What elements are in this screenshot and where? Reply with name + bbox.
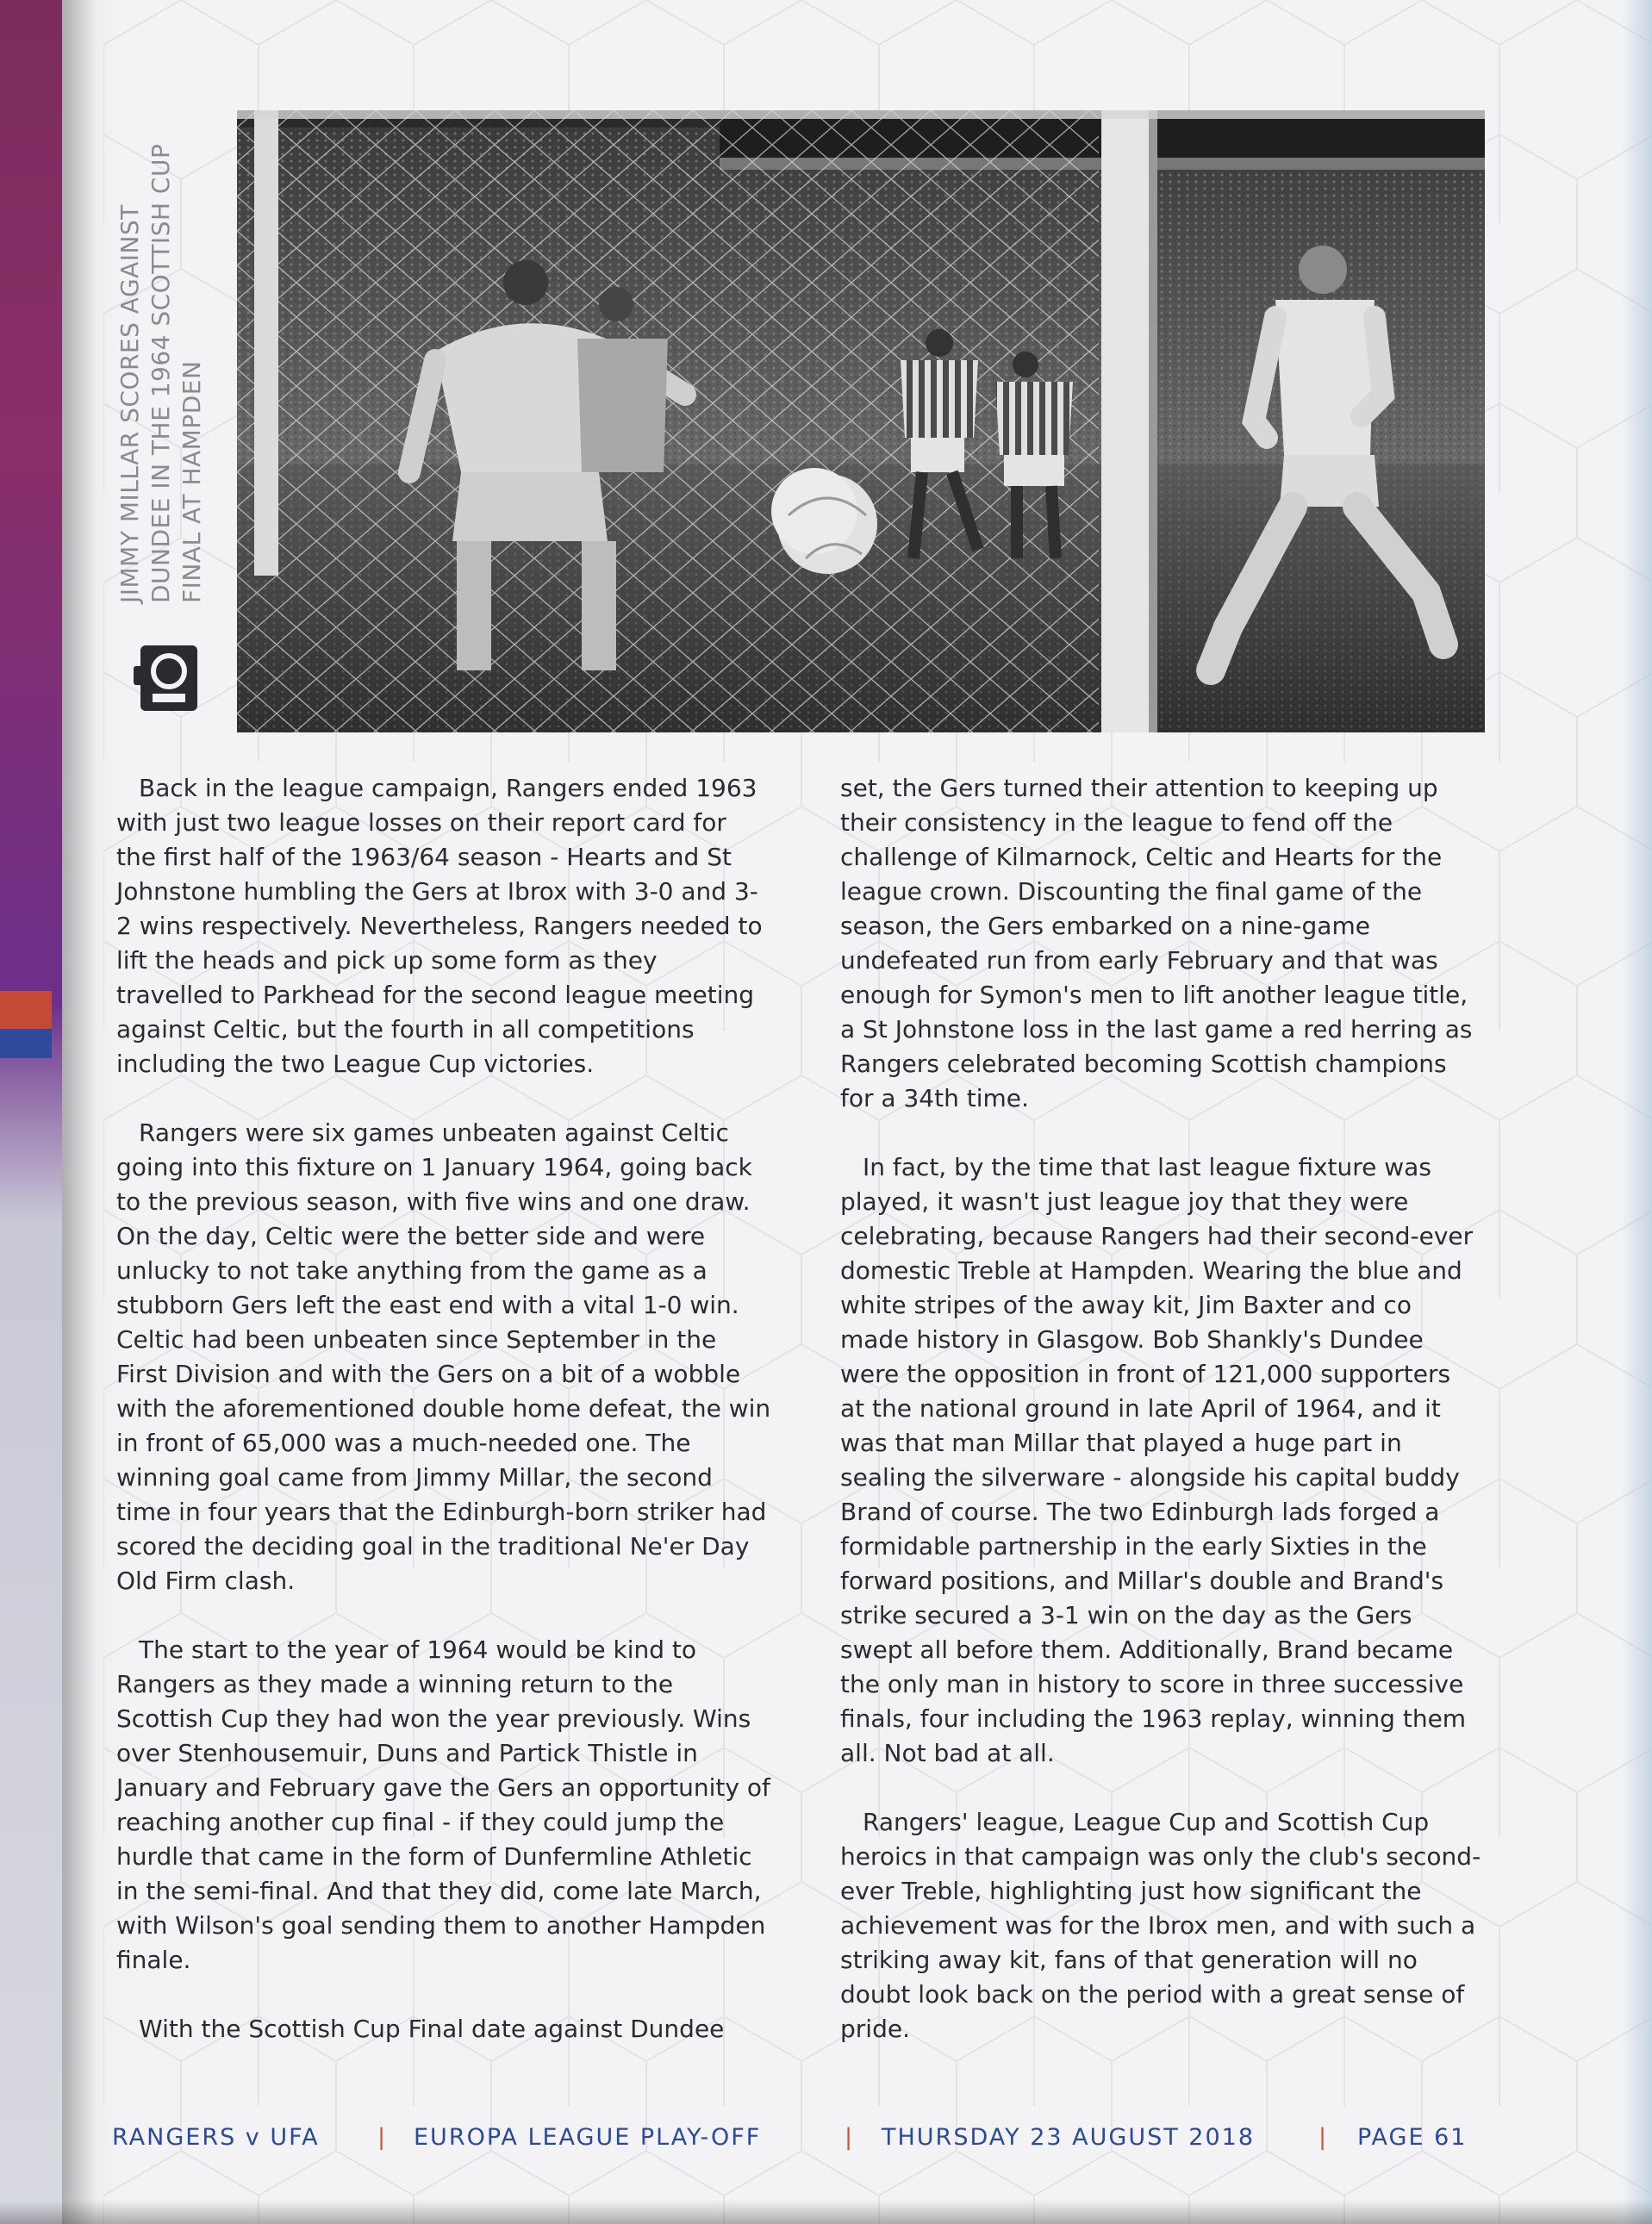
camera-icon <box>134 640 203 714</box>
footer-separator: | <box>1318 2124 1329 2151</box>
article-paragraph: The start to the year of 1964 would be kind to Rangers as they made a winning return to the Scottish Cup they had won the year previously. Wins over Stenhousemuir, Duns and Partick Thistle in January and February gave the Gers an opportunity of reaching another cup final - if they could jump the hurdle that came in the form of Dunfermline Athletic in the semi-final. And that they did, come late March, with Wilson's goal sending them to another Hampden finale. <box>116 1635 770 1974</box>
footer-competition: EUROPA LEAGUE PLAY-OFF <box>414 2124 762 2151</box>
spine-blue-stripe <box>0 1029 52 1058</box>
page-footer <box>112 2124 1491 2159</box>
footer-separator: | <box>845 2124 855 2151</box>
magazine-spine <box>0 0 62 2224</box>
footer-date: THURSDAY 23 AUGUST 2018 <box>882 2124 1256 2151</box>
footer-page-number: PAGE 61 <box>1357 2124 1468 2151</box>
article-paragraph: Rangers were six games unbeaten against Celtic going into this fixture on 1 January 1964, going back to the previous season, with five wins and one draw. On the day, Celtic were the better side and were unlucky to not take anything from the game as a stubborn Gers left the east end with a vital 1-0 win. Celtic had been unbeaten since September in the First Division and with the Gers on a bit of a wobble with the aforementioned double home defeat, the win in front of 65,000 was a much-needed one. The winning goal came from Jimmy Millar, the second time in four years that the Edinburgh-born striker had scored the deciding goal in the traditional Ne'er Day Old Firm clash. <box>116 1118 771 1595</box>
photo-caption: JIMMY MILLAR SCORES AGAINST DUNDEE IN THE 1964 SCOTTISH CUP FINAL AT HAMPDEN <box>115 143 206 603</box>
match-photo-illustration <box>237 110 1485 732</box>
article-paragraph: With the Scottish Cup Final date against Dundee <box>139 2015 725 2043</box>
footer-fixture: RANGERS v UFA <box>112 2124 320 2151</box>
article-right-column <box>840 771 1482 2081</box>
footer-separator: | <box>377 2124 388 2151</box>
article-paragraph: In fact, by the time that last league fixture was played, it wasn't just league joy that they were celebrating, because Rangers had their second-ever domestic Treble at Hampden. Wearing the blue and white stripes of the away kit, Jim Baxter and co made history in Glasgow. Bob Shankly's Dundee were the opposition in front of 121,000 supporters at the national ground in late April of 1964, and it was that man Millar that played a huge part in sealing the silverware - alongside his capital buddy Brand of course. The two Edinburgh lads forged a formidable partnership in the early Sixties in the forward positions, and Millar's double and Brand's strike secured a 3-1 win on the day as the Gers swept all before them. Additionally, Brand became the only man in history to score in three successive finals, four including the 1963 replay, winning them all. Not bad at all. <box>840 1153 1474 1767</box>
page-edge <box>1621 0 1652 2224</box>
page-bottom-edge <box>0 2200 1652 2224</box>
spine-shadow <box>62 0 97 2224</box>
article-paragraph: set, the Gers turned their attention to keeping up their consistency in the league to fend off the challenge of Kilmarnock, Celtic and Hearts for the league crown. Discounting the final game of the season, the Gers embarked on a nine-game undefeated run from early February and that was enough for Symon's men to lift another league title, a St Johnstone loss in the last game a red herring as Rangers celebrated becoming Scottish champions for a 34th time. <box>840 774 1473 1112</box>
article-left-column <box>116 771 771 2081</box>
article-paragraph: Rangers' league, League Cup and Scottish Cup heroics in that campaign was only the club's second-ever Treble, highlighting just how significant the achievement was for the Ibrox men, and with such a striking away kit, fans of that generation will no doubt look back on the period with a great sense of pride. <box>840 1808 1481 2043</box>
article-paragraph: Back in the league campaign, Rangers ended 1963 with just two league losses on their report card for the first half of the 1963/64 season - Hearts and St Johnstone humbling the Gers at Ibrox with 3-0 and 3-2 wins respectively. Nevertheless, Rangers needed to lift the heads and pick up some form as they travelled to Parkhead for the second league meeting against Celtic, but the fourth in all competitions including the two League Cup victories. <box>116 774 763 1078</box>
match-photo <box>237 110 1485 732</box>
spine-red-stripe <box>0 991 52 1029</box>
